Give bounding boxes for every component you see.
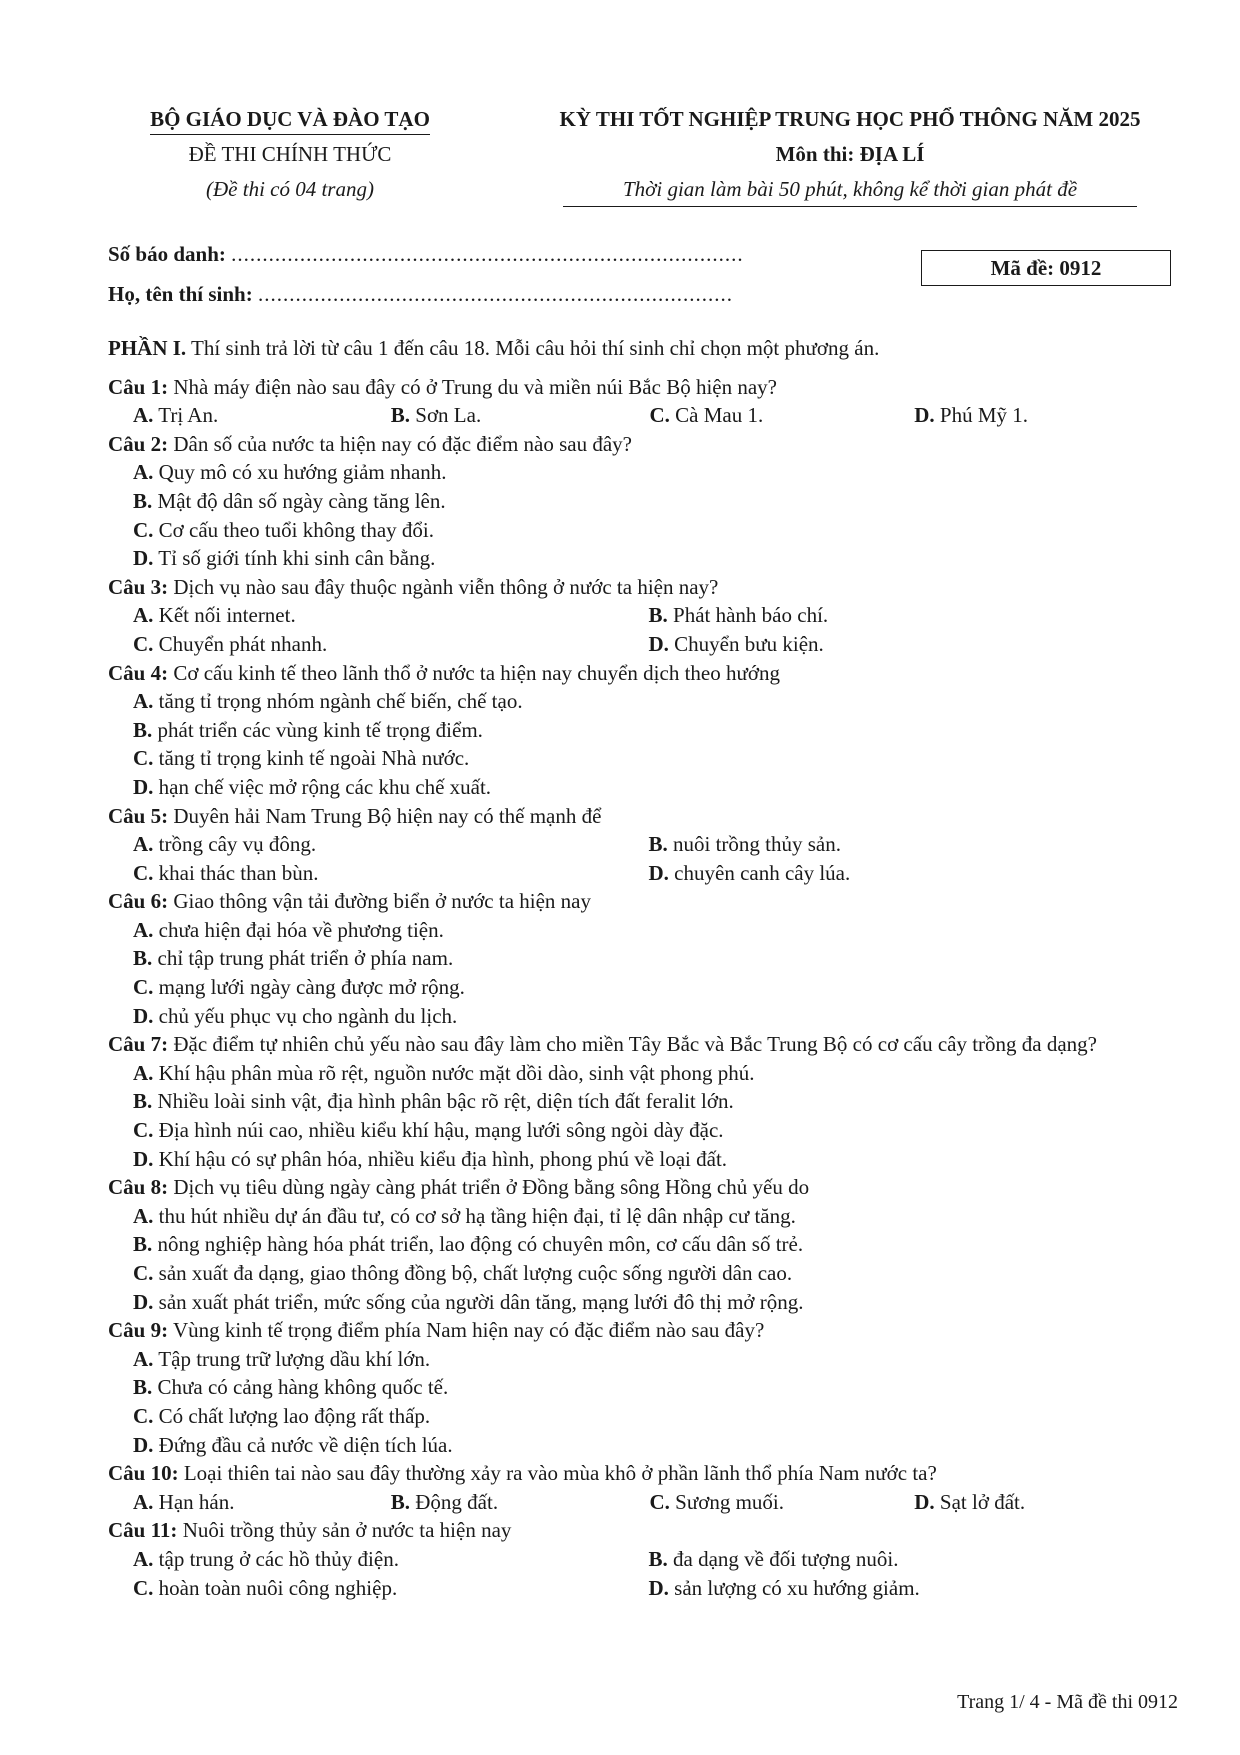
- option-label: D.: [133, 774, 154, 799]
- question-label: Câu 9:: [108, 1318, 169, 1343]
- option-text: Phú Mỹ 1.: [934, 403, 1029, 428]
- option-text: Địa hình núi cao, nhiều kiểu khí hậu, mạng lưới sông ngòi dày đặc.: [153, 1118, 724, 1143]
- option-d: [108, 1431, 1183, 1460]
- option-b: [377, 1488, 646, 1517]
- option-text: Sơn La.: [410, 403, 482, 428]
- question-9: [108, 1316, 1183, 1459]
- option-c: [108, 1402, 1183, 1431]
- option-c: [108, 630, 646, 659]
- option-text: nuôi trồng thủy sản.: [667, 832, 842, 857]
- option-text: phát triển các vùng kinh tế trọng điểm.: [152, 717, 483, 742]
- question-text: Nhà máy điện nào sau đây có ở Trung du và miền núi Bắc Bộ hiện nay?: [168, 374, 778, 399]
- pages-note: (Đề thi có 04 trang): [206, 177, 374, 201]
- time-note: Thời gian làm bài 50 phút, không kể thời gian phát đề: [563, 174, 1137, 207]
- option-d: [108, 1145, 1183, 1174]
- option-text: Quy mô có xu hướng giảm nhanh.: [153, 460, 447, 485]
- option-text: Chuyển phát nhanh.: [153, 631, 328, 656]
- option-text: Hạn hán.: [153, 1489, 235, 1514]
- option-text: đa dạng về đối tượng nuôi.: [667, 1546, 899, 1571]
- option-text: tập trung ở các hồ thủy điện.: [153, 1546, 399, 1571]
- option-d: [914, 401, 1183, 430]
- option-label: A.: [133, 917, 154, 942]
- option-text: chủ yếu phục vụ cho ngành du lịch.: [153, 1003, 458, 1028]
- question-6: [108, 887, 1183, 1030]
- question-1: [108, 373, 1183, 430]
- question-text: Loại thiên tai nào sau đây thường xảy ra vào mùa khô ở phần lãnh thổ phía Nam nước ta?: [178, 1461, 937, 1486]
- option-text: Khí hậu phân mùa rõ rệt, nguồn nước mặt dồi dào, sinh vật phong phú.: [153, 1060, 755, 1085]
- option-text: trồng cây vụ đông.: [153, 832, 317, 857]
- candidate-id-line: [108, 240, 744, 269]
- option-label: A.: [133, 1346, 154, 1371]
- option-text: tăng tỉ trọng nhóm ngành chế biến, chế tạo.: [153, 689, 523, 714]
- option-text: Cà Mau 1.: [669, 403, 764, 428]
- option-label: D.: [914, 403, 935, 428]
- option-text: Mật độ dân số ngày càng tăng lên.: [152, 488, 446, 513]
- question-label: Câu 6:: [108, 889, 169, 914]
- option-text: nông nghiệp hàng hóa phát triển, lao động có chuyên môn, cơ cấu dân số trẻ.: [152, 1232, 804, 1257]
- option-a: [108, 1488, 377, 1517]
- part-label: PHẦN I.: [108, 336, 187, 360]
- option-c: [108, 1116, 1183, 1145]
- part-text: Thí sinh trả lời từ câu 1 đến câu 18. Mỗi câu hỏi thí sinh chỉ chọn một phương án.: [186, 336, 880, 360]
- question-label: Câu 5:: [108, 803, 169, 828]
- option-label: A.: [133, 403, 154, 428]
- option-text: Phát hành báo chí.: [667, 603, 829, 628]
- option-text: thu hút nhiều dự án đầu tư, có cơ sở hạ tầng hiện đại, tỉ lệ dân nhập cư tăng.: [153, 1203, 796, 1228]
- option-label: B.: [648, 603, 668, 628]
- candidate-name-dots: ............................................................................: [257, 282, 733, 306]
- question-label: Câu 8:: [108, 1175, 169, 1200]
- candidate-name-label: Họ, tên thí sinh:: [108, 282, 253, 306]
- part-instructions: [108, 334, 1183, 363]
- option-b: [377, 401, 646, 430]
- option-text: Sương muối.: [669, 1489, 785, 1514]
- candidate-id-dots: ..................................................................................: [231, 242, 744, 266]
- exam-title: KỲ THI TỐT NGHIỆP TRUNG HỌC PHỔ THÔNG NĂM 2025: [559, 107, 1141, 131]
- question-text: Cơ cấu kinh tế theo lãnh thổ ở nước ta hiện nay chuyển dịch theo hướng: [168, 660, 780, 685]
- option-label: D.: [914, 1489, 935, 1514]
- option-d: [646, 859, 1184, 888]
- option-text: Trị An.: [153, 403, 219, 428]
- option-label: C.: [133, 746, 154, 771]
- option-a: [108, 916, 1183, 945]
- option-label: B.: [648, 832, 668, 857]
- option-label: B.: [133, 1232, 153, 1257]
- option-b: [646, 830, 1184, 859]
- option-text: Chuyển bưu kiện.: [668, 631, 824, 656]
- question-8: [108, 1173, 1183, 1316]
- option-d: [108, 773, 1183, 802]
- option-label: C.: [133, 1403, 154, 1428]
- question-5: [108, 802, 1183, 888]
- ministry-name: BỘ GIÁO DỤC VÀ ĐÀO TẠO: [150, 104, 430, 135]
- option-label: B.: [390, 403, 411, 428]
- option-d: [108, 1288, 1183, 1317]
- option-text: hạn chế việc mở rộng các khu chế xuất.: [153, 774, 492, 799]
- question-label: Câu 3:: [108, 574, 169, 599]
- option-text: sản lượng có xu hướng giảm.: [668, 1575, 920, 1600]
- option-text: Cơ cấu theo tuổi không thay đổi.: [153, 517, 434, 542]
- header-right: [490, 102, 1210, 207]
- page-footer: Trang 1/ 4 - Mã đề thi 0912: [957, 1691, 1178, 1713]
- option-text: sản xuất phát triển, mức sống của người dân tăng, mạng lưới đô thị mở rộng.: [153, 1289, 804, 1314]
- option-text: Tập trung trữ lượng dầu khí lớn.: [153, 1346, 431, 1371]
- question-text: Đặc điểm tự nhiên chủ yếu nào sau đây làm cho miền Tây Bắc và Bắc Trung Bộ có cơ cấu cây trồng đa dạng?: [168, 1032, 1098, 1057]
- option-label: D.: [133, 1003, 154, 1028]
- option-label: B.: [133, 717, 153, 742]
- option-label: C.: [133, 975, 154, 1000]
- option-d: [108, 544, 1183, 573]
- option-label: D.: [133, 1432, 154, 1457]
- option-label: C.: [133, 860, 154, 885]
- option-a: [108, 830, 646, 859]
- option-b: [108, 716, 1183, 745]
- option-label: A.: [133, 832, 154, 857]
- question-label: Câu 2:: [108, 431, 169, 456]
- subject-label: Môn thi: ĐỊA LÍ: [775, 142, 925, 166]
- option-label: A.: [133, 689, 154, 714]
- option-label: A.: [133, 1546, 154, 1571]
- question-text: Vùng kinh tế trọng điểm phía Nam hiện nay có đặc điểm nào sau đây?: [168, 1318, 765, 1343]
- option-c: [108, 516, 1183, 545]
- option-c: [646, 401, 915, 430]
- option-d: [646, 630, 1184, 659]
- option-text: Chưa có cảng hàng không quốc tế.: [152, 1375, 449, 1400]
- question-text: Dịch vụ nào sau đây thuộc ngành viễn thông ở nước ta hiện nay?: [168, 574, 719, 599]
- option-label: C.: [649, 403, 670, 428]
- option-c: [108, 1259, 1183, 1288]
- question-text: Dân số của nước ta hiện nay có đặc điểm nào sau đây?: [168, 431, 632, 456]
- option-label: D.: [133, 546, 154, 571]
- option-a: [108, 458, 1183, 487]
- option-label: A.: [133, 1060, 154, 1085]
- option-label: D.: [133, 1289, 154, 1314]
- option-text: khai thác than bùn.: [153, 860, 319, 885]
- option-label: B.: [133, 1089, 153, 1114]
- option-a: [108, 1202, 1183, 1231]
- option-label: B.: [390, 1489, 411, 1514]
- option-a: [108, 1545, 646, 1574]
- option-label: C.: [133, 1261, 154, 1285]
- option-text: chuyên canh cây lúa.: [668, 860, 851, 885]
- option-text: Có chất lượng lao động rất thấp.: [153, 1403, 431, 1428]
- option-label: C.: [133, 517, 154, 542]
- option-label: B.: [133, 1375, 153, 1400]
- question-text: Giao thông vận tải đường biển ở nước ta hiện nay: [168, 889, 591, 914]
- option-label: A.: [133, 1489, 154, 1514]
- option-text: chưa hiện đại hóa về phương tiện.: [153, 917, 444, 942]
- option-text: tăng tỉ trọng kinh tế ngoài Nhà nước.: [153, 746, 470, 771]
- option-c: [108, 973, 1183, 1002]
- option-text: hoàn toàn nuôi công nghiệp.: [153, 1575, 398, 1600]
- option-b: [646, 601, 1184, 630]
- option-b: [646, 1545, 1184, 1574]
- option-label: B.: [133, 488, 153, 513]
- option-c: [108, 859, 646, 888]
- question-label: Câu 11:: [108, 1518, 178, 1543]
- option-b: [108, 944, 1183, 973]
- question-text: Dịch vụ tiêu dùng ngày càng phát triển ở Đồng bằng sông Hồng chủ yếu do: [168, 1175, 810, 1200]
- option-c: [646, 1488, 915, 1517]
- option-label: D.: [648, 860, 669, 885]
- option-text: Động đất.: [410, 1489, 499, 1514]
- official-label: ĐỀ THI CHÍNH THỨC: [188, 142, 392, 166]
- option-a: [108, 687, 1183, 716]
- question-3: [108, 573, 1183, 659]
- option-label: B.: [133, 946, 153, 971]
- option-label: B.: [648, 1546, 668, 1571]
- option-label: D.: [648, 1575, 669, 1600]
- candidate-id-label: Số báo danh:: [108, 242, 226, 266]
- option-d: [646, 1574, 1184, 1603]
- question-label: Câu 1:: [108, 374, 169, 399]
- question-11: [108, 1516, 1183, 1602]
- header-left: [110, 102, 470, 207]
- option-a: [108, 401, 377, 430]
- option-b: [108, 1373, 1183, 1402]
- option-label: C.: [133, 631, 154, 656]
- question-text: Duyên hải Nam Trung Bộ hiện nay có thế mạnh để: [168, 803, 602, 828]
- option-text: chỉ tập trung phát triển ở phía nam.: [152, 946, 454, 971]
- question-10: [108, 1459, 1183, 1516]
- option-text: Đứng đầu cả nước về diện tích lúa.: [153, 1432, 453, 1457]
- option-b: [108, 487, 1183, 516]
- option-text: sản xuất đa dạng, giao thông đồng bộ, chất lượng cuộc sống người dân cao.: [153, 1261, 793, 1285]
- candidate-name-line: [108, 280, 733, 309]
- option-text: Kết nối internet.: [153, 603, 296, 628]
- exam-content: [108, 334, 1183, 1602]
- option-a: [108, 601, 646, 630]
- option-label: D.: [133, 1146, 154, 1171]
- option-a: [108, 1059, 1183, 1088]
- option-text: Nhiều loài sinh vật, địa hình phân bậc rõ rệt, diện tích đất feralit lớn.: [152, 1089, 734, 1114]
- question-text: Nuôi trồng thủy sản ở nước ta hiện nay: [177, 1518, 512, 1543]
- option-d: [108, 1002, 1183, 1031]
- option-text: Tỉ số giới tính khi sinh cân bằng.: [153, 546, 436, 571]
- question-label: Câu 4:: [108, 660, 169, 685]
- option-c: [108, 1574, 646, 1603]
- option-label: A.: [133, 1203, 154, 1228]
- question-4: [108, 659, 1183, 802]
- option-label: C.: [133, 1118, 154, 1143]
- option-label: C.: [133, 1575, 154, 1600]
- option-label: C.: [649, 1489, 670, 1514]
- question-label: Câu 10:: [108, 1461, 179, 1486]
- question-label: Câu 7:: [108, 1032, 169, 1057]
- question-2: [108, 430, 1183, 573]
- option-b: [108, 1230, 1183, 1259]
- option-a: [108, 1345, 1183, 1374]
- option-b: [108, 1087, 1183, 1116]
- option-c: [108, 744, 1183, 773]
- option-d: [914, 1488, 1183, 1517]
- option-label: A.: [133, 603, 154, 628]
- option-label: A.: [133, 460, 154, 485]
- option-text: mạng lưới ngày càng được mở rộng.: [153, 975, 465, 1000]
- option-label: D.: [648, 631, 669, 656]
- question-7: [108, 1030, 1183, 1173]
- option-text: Sạt lở đất.: [934, 1489, 1026, 1514]
- option-text: Khí hậu có sự phân hóa, nhiều kiểu địa hình, phong phú về loại đất.: [153, 1146, 728, 1171]
- exam-code-box: Mã đề: 0912: [921, 250, 1171, 286]
